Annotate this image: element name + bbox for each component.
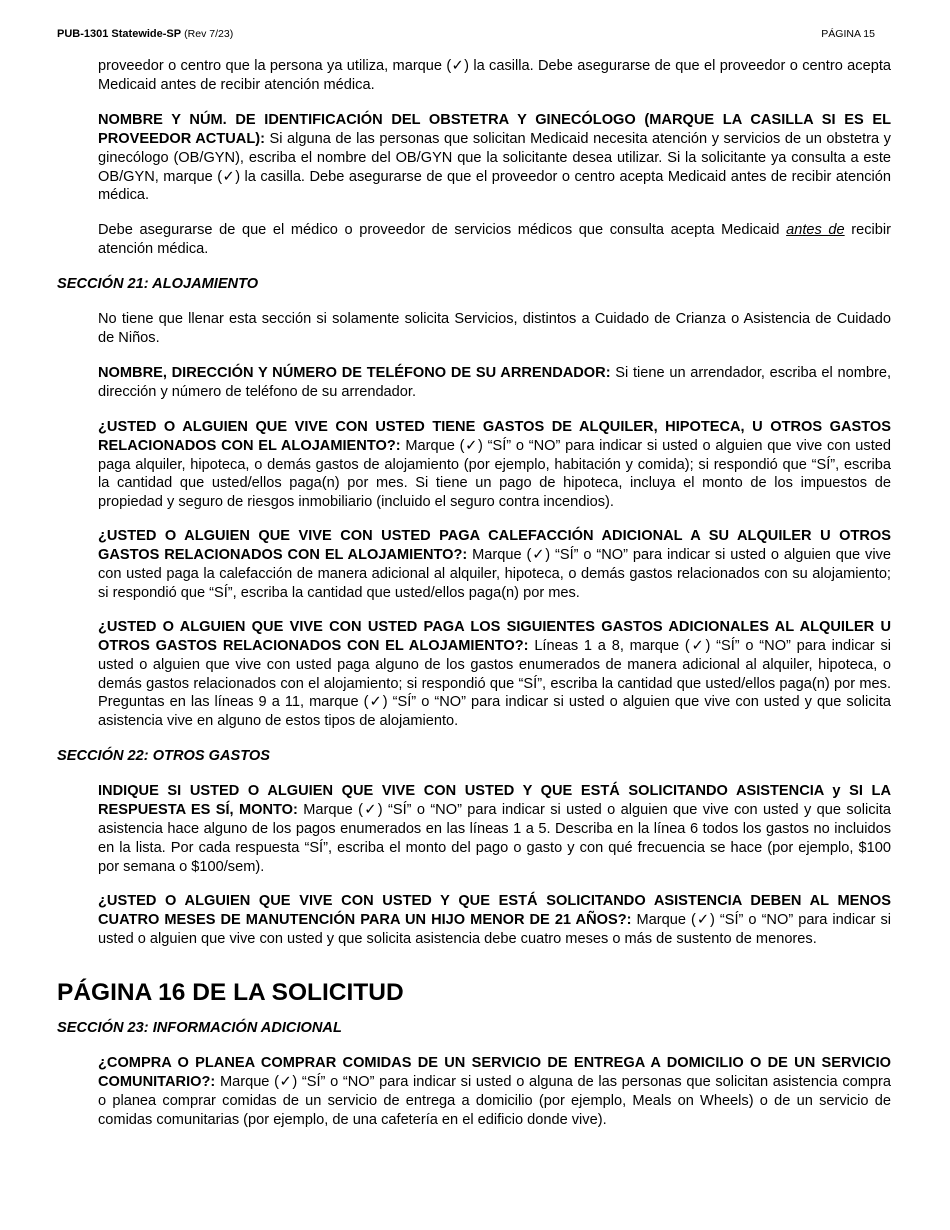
paragraph-meal-delivery: ¿COMPRA O PLANEA COMPRAR COMIDAS DE UN SERVICIO DE ENTREGA A DOMICILIO O DE UN SERVICIO COMUNITARIO?: Marque (✓) “SÍ” o “NO” para indicar si usted o alguna de las personas que solicitan asistencia compra o planea comprar comidas de un servicio de entrega a domicilio (por ejemplo, Meals on Wheels) o de un servicio de comidas comunitarias (por ejemplo, de una cafetería en el edificio donde vive).: [98, 1055, 891, 1129]
paragraph-other-expenses: INDIQUE SI USTED O ALGUIEN QUE VIVE CON USTED Y QUE ESTÁ SOLICITANDO ASISTENCIA y SI LA RESPUESTA ES SÍ, MONTO: Marque (✓) “SÍ” o “NO” para indicar si usted o alguien que vive con usted y que solicita asistencia hace alguno de los pagos enumerados en las líneas 1 a 5. Describa en la línea 6 todos los gastos no incluidos en la lista. Por cada respuesta “SÍ”, escriba el monto del pago o gasto y con qué frecuencia se hace (por ejemplo, $100 por semana o $100/sem).: [98, 783, 891, 875]
paragraph-heating: ¿USTED O ALGUIEN QUE VIVE CON USTED PAGA CALEFACCIÓN ADICIONAL A SU ALQUILER U OTROS GASTOS RELACIONADOS CON EL ALOJAMIENTO?: Marque (✓) “SÍ” o “NO” para indicar si usted o alguien que vive con usted paga la calefacción de manera adicional al alquiler, hipoteca, o demás gastos relacionados con su alojamiento; si respondió que “SÍ”, escriba la cantidad que usted/ellos paga(n) por mes.: [98, 528, 891, 601]
paragraph-housing-intro: No tiene que llenar esta sección si solamente solicita Servicios, distintos a Cuidado de Crianza o Asistencia de Cuidado de Niños.: [98, 311, 891, 346]
paragraph-medicaid-note: Debe asegurarse de que el médico o proveedor de servicios médicos que consulta acepta Medicaid antes de recibir atención médica.: [98, 222, 891, 258]
paragraph-provider-continued: proveedor o centro que la persona ya utiliza, marque (✓) la casilla. Debe asegurarse de que el proveedor o centro acepta Medicaid antes de recibir atención médica.: [98, 58, 891, 93]
form-id: PUB-1301 Statewide-SP: [57, 28, 182, 40]
paragraph-additional-expenses: ¿USTED O ALGUIEN QUE VIVE CON USTED PAGA LOS SIGUIENTES GASTOS ADICIONALES AL ALQUILER U OTROS GASTOS RELACIONADOS CON EL ALOJAMIENTO?: Líneas 1 a 8, marque (✓) “SÍ” o “NO” para indicar si usted o alguien que vive con usted paga alguno de los gastos enumerados de manera adicional al alquiler, hipoteca, o demás gastos relacionados con el alojamiento; si respondió que “SÍ”, escriba la cantidad que usted/ellos paga(n) por mes. Preguntas en las líneas 9 a 11, marque (✓) “SÍ” o “NO” para indicar si usted o alguien que vive con usted y que solicita asistencia vive en alguno de estos tipos de alojamiento.: [98, 618, 891, 730]
document-body: [57, 57, 891, 1130]
page-number: PÁGINA 15: [821, 28, 875, 40]
section-23-heading: SECCIÓN 23: INFORMACIÓN ADICIONAL: [57, 1020, 342, 1037]
paragraph-child-support: ¿USTED O ALGUIEN QUE VIVE CON USTED Y QUE ESTÁ SOLICITANDO ASISTENCIA DEBEN AL MENOS CUATRO MESES DE MANUTENCIÓN PARA UN HIJO MENOR DE 21 AÑOS?: Marque (✓) “SÍ” o “NO” para indicar si usted o alguien que vive con usted y que solicita asistencia debe cuatro meses o más de sustento de menores.: [98, 892, 891, 947]
emphasis-antes-de: antes de: [786, 222, 845, 239]
page-16-title: PÁGINA 16 DE LA SOLICITUD: [57, 979, 404, 1007]
paragraph-obgyn: NOMBRE Y NÚM. DE IDENTIFICACIÓN DEL OBSTETRA Y GINECÓLOGO (MARQUE LA CASILLA SI ES EL PROVEEDOR ACTUAL): Si alguna de las personas que solicitan Medicaid necesita atención y servicios de un obstetra y ginecólogo (OB/GYN), escriba el nombre del OB/GYN que la solicitante desea utilizar. Si la solicitante ya consulta a este OB/GYN, marque (✓) la casilla. Debe asegurarse de que el proveedor o centro acepta Medicaid antes de recibir atención médica.: [98, 111, 891, 204]
paragraph-landlord: NOMBRE, DIRECCIÓN Y NÚMERO DE TELÉFONO DE SU ARRENDADOR: Si tiene un arrendador, escriba el nombre, dirección y número de teléfono de su arrendador.: [98, 364, 892, 400]
obgyn-heading: NOMBRE Y NÚM. DE IDENTIFICACIÓN DEL OBSTETRA Y GINECÓLOGO (MARQUE LA CASILLA SI ES EL PROVEEDOR ACTUAL):: [98, 111, 891, 147]
section-22-heading: SECCIÓN 22: OTROS GASTOS: [57, 748, 270, 765]
page-header: [57, 27, 875, 41]
form-revision: (Rev 7/23): [184, 28, 234, 40]
section-21-heading: SECCIÓN 21: ALOJAMIENTO: [57, 276, 259, 293]
paragraph-rent-expenses: ¿USTED O ALGUIEN QUE VIVE CON USTED TIENE GASTOS DE ALQUILER, HIPOTECA, U OTROS GASTOS RELACIONADOS CON EL ALOJAMIENTO?: Marque (✓) “SÍ” o “NO” para indicar si usted o alguien que vive con usted paga alquiler, hipoteca, o demás gastos de alojamiento (por ejemplo, habitación y comida); si respondió que “SÍ”, escriba la cantidad que usted/ellos paga(n) por mes. Si tiene un pago de hipoteca, incluya el monto de los impuestos de propiedad y seguro de riesgos inmobiliario (incluido el seguro contra incendios).: [98, 418, 891, 511]
